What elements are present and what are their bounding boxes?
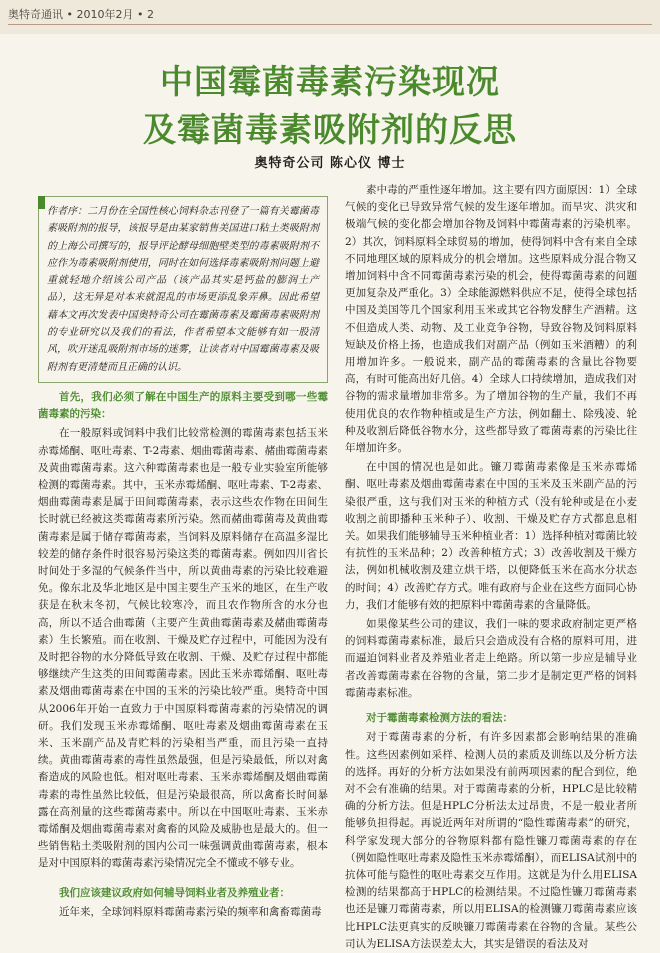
body-paragraph: 如果像某些公司的建议，我们一味的要求政府制定更严格的饲料霉菌毒素标准，最后只会造成没有合格的原料可用，进而逼迫饲料业者及养殖业者走上绝路。所以第一步应是辅导业者改善霉菌毒素在谷物的含量，第二步才是制定更严格的饲料霉菌毒素标准。 <box>345 618 637 699</box>
section-heading-raw-materials: 首先，我们必须了解在中国生产的原料主要受到哪一些霉菌毒素的污染： <box>38 390 328 421</box>
right-column <box>345 182 637 953</box>
author-byline: 奥特奇公司 陈心仪 博士 <box>254 156 406 171</box>
left-column <box>38 196 328 923</box>
section-heading-detection-methods: 对于霉菌毒素检测方法的看法： <box>366 712 513 725</box>
body-paragraph: 在中国的情况也是如此。镰刀霉菌毒素像是玉米赤霉烯酮、呕吐毒素及烟曲霉菌毒素在中国的玉米及玉米副产品的污染很严重，这与我们对玉米的种植方式（没有轮种或是在小麦收割之前即播种玉米种子）、收割、干燥及贮存方式都息息相关。如果我们能够辅导玉米种植业者：1）选择种植对霉菌比较有抗性的玉米品种；2）改善种植方式；3）改善收割及干燥方法，例如机械收割及建立烘干塔，以便降低玉米在高水分状态的时间；4）改善贮存方式。唯有政府与企业在这些方面同心协力，我们才能够有效的把原料中霉菌毒素的含量降低。 <box>345 461 637 611</box>
body-paragraph: 素中毒的严重性逐年增加。这主要有四方面原因：1）全球气候的变化已导致异常气候的发生逐年增加。而旱灾、洪灾和极端气候的变化都会增加谷物及饲料中霉菌毒素的污染机率。2）其次，饲料原料全球贸易的增加，使得饲料中含有来自全球不同地理区域的原料成分的机会增加。这些原料成分混合物又增加饲料中含不同霉菌毒素污染的机会，使得霉菌毒素的问题更加复杂及严重化。3）全球能源燃料供应不足，使得全球包括中国及美国等几个国家利用玉米或其它谷物发酵生产酒精。这不但造成人类、动物、及工业竞争谷物，导致谷物及饲料原料短缺及价格上扬，也造成我们对副产品（例如玉米酒糟）的利用增加许多。一般说来，副产品的霉菌毒素的含量比谷物要高，有时可能高出好几倍。4）全球人口持续增加，造成我们对谷物的需求量增加非常多。为了增加谷物的生产量，我们不再使用优良的农作物种植或是生产方法，例如翻土、除残凌、轮种及收割后降低谷物水分，这些都导致了霉菌毒素的污染比往年增加许多。 <box>345 184 637 455</box>
body-paragraph: 在一般原料或饲料中我们比较常检测的霉菌毒素包括玉米赤霉烯酮、呕吐毒素、T-2毒素、烟曲霉菌毒素、赭曲霉菌毒素及黄曲霉菌毒素。这六种霉菌毒素也是一般专业实验室所能够检测的霉菌毒素。其中，玉米赤霉烯酮、呕吐毒素、T-2毒素、烟曲霉菌毒素是属于田间霉菌毒素，表示这些农作物在田间生长时就已经被这类霉菌毒素所污染。然而赭曲霉菌毒及黄曲霉菌毒素是属于储存霉菌毒素，当饲料及原料储存在高温多湿比较差的储存条件时很容易污染这类的霉菌毒素。例如四川省长时间处于多湿的气候条件当中，所以黄曲毒素的污染比较难避免。像东北及华北地区是中国主要生产玉米的地区，在生产收获是在秋末冬初，气候比较寒冷，而且农作物所含的水分也高，所以不适合曲霉菌（主要产生黄曲霉菌毒素及赭曲霉菌毒素）生长繁殖。而在收割、干燥及贮存过程中，可能因为没有及时把谷物的水分降低导致在收割、干燥、及贮存过程中都能够继续产生这类的田间霉菌毒素。因此玉米赤霉烯酮、呕吐毒素及烟曲霉菌毒素在中国的玉米的污染比较严重。奥特奇中国从2006年开始一直致力于中国原料霉菌毒素的污染情况的调研。我们发现玉米赤霉烯酮、呕吐毒素及烟曲霉菌毒素在玉米、玉米副产品及青贮料的污染相当严重，而且污染一直持续。黄曲霉菌毒素的毒性虽然最强，但是污染最低，所以对禽畜造成的风险也低。相对呕吐毒素、玉米赤霉烯酮及烟曲霉菌毒素的毒性虽然比较低，但是污染最很高，所以禽畜长时间暴露在高剂量的这些霉菌毒素中。所以在中国呕吐毒素、玉米赤霉烯酮及烟曲霉菌毒素对禽畜的风险及威胁也是最大的。但一些销售粘土类吸附剂的国内公司一味强调黄曲霉菌毒素，根本是对中国原料的霉菌毒素污染情况完全不懂或不够专业。 <box>38 427 328 870</box>
header-divider <box>8 24 652 25</box>
author-preface-box: 作者序：二月份在全国性核心饲料杂志刊登了一篇有关霉菌毒素吸附剂的报导，该报导是由某家销售美国进口粘土类吸附剂的上海公司撰写的，报导评论酵母细胞壁类型的毒素吸附剂不应作为毒素吸附剂使用，同时在如何选择毒素吸附剂问题上避重就轻地介绍该公司产品（该产品其实是钙盐的膨润土产品），这无异是对本来就混乱的市场更添乱象弄鼻。因此希望藉本文再次发表中国奥特奇公司在霉菌毒素及霉菌毒素吸附剂的专业研究以及我们的看法，作者希望本文能够有如一股清风，吹开迷乱吸附剂市场的迷雾，让读者对中国霉菌毒素及吸附剂有更清楚而且正确的认识。 <box>38 196 328 383</box>
article-title-line-2: 及霉菌毒素吸附剂的反思 <box>143 110 517 149</box>
journal-header-label: 奥特奇通讯 • 2010年2月 • 2 <box>8 8 154 21</box>
article-title-line-1: 中国霉菌毒素污染现况 <box>160 62 500 101</box>
section-heading-government-guidance: 我们应该建议政府如何辅导饲料业者及养殖业者： <box>59 886 290 899</box>
body-paragraph: 近年来，全球饲料原料霉菌毒素污染的频率和禽畜霉菌毒 <box>59 905 322 918</box>
body-paragraph: 对于霉菌毒素的分析，有许多因素都会影响结果的准确性。这些因素例如采样、检测人员的素质及训练以及分析方法的选择。再好的分析方法如果没有前两项因素的配合到位，绝对不会有准确的结果。对于霉菌毒素的分析，HPLC是比较精确的分析方法。但是HPLC分析法太过昂贵，不是一般业者所能够负担得起。再说近两年对所谓的“隐性霉菌毒素”的研究，科学家发现大部分的谷物原料都有隐性镰刀霉菌毒素的存在（例如隐性呕吐毒素及隐性玉米赤霉烯酮），而ELISA试剂中的抗体可能与隐性的呕吐毒素交互作用。这就是为什么用ELISA检测的结果都高于HPLC的检测结果。不过隐性镰刀霉菌毒素也还是镰刀霉菌毒素，所以用ELISA的检测镰刀霉菌毒素应该比HPLC法更真实的反映镰刀霉菌毒素在谷物的含量。某些公司认为ELISA方法误差太大，其实是错误的看法及对 <box>345 731 637 950</box>
page-header <box>0 0 660 34</box>
